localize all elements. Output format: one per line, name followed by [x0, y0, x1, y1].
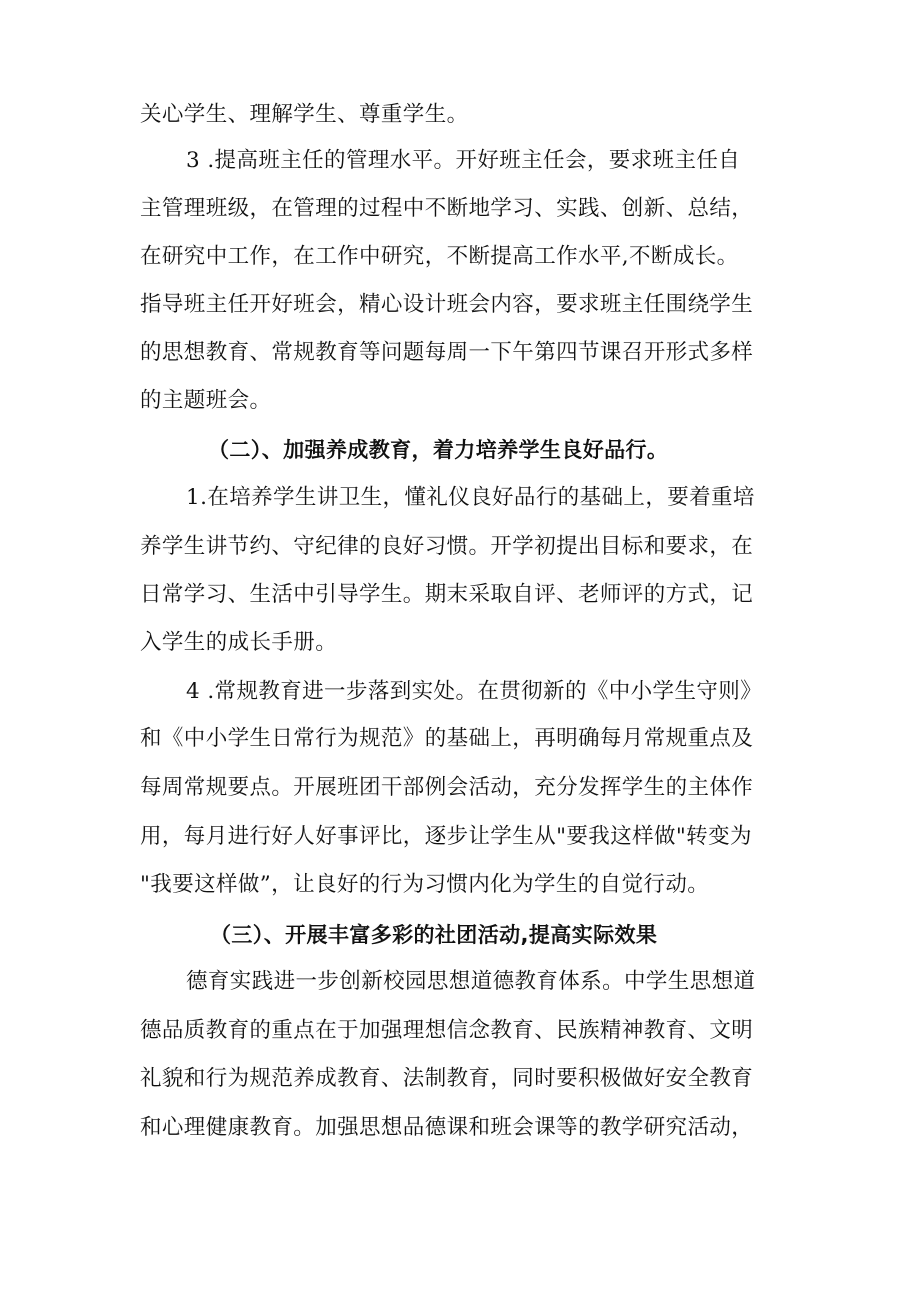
text-line: 德育实践进一步创新校园思想道德教育体系。中学生思想道: [186, 969, 756, 994]
section-heading: （二）、加强养成教育，着力培养学生良好品行。: [208, 438, 669, 462]
text-line: "我要这样做”，让良好的行为习惯内化为学生的自觉行动。: [140, 872, 710, 897]
text-line: 和心理健康教育。加强思想品德课和班会课等的教学研究活动，: [140, 1115, 754, 1140]
section-heading: （三）、开展丰富多彩的社团活动,提高实际效果: [210, 923, 658, 947]
text-line: 指导班主任开好班会，精心设计班会内容，要求班主任围绕学生: [140, 292, 754, 317]
text-line: 3 .提高班主任的管理水平。开好班主任会，要求班主任自: [186, 148, 741, 173]
text-line: 的思想教育、常规教育等问题每周一下午第四节课召开形式多样: [140, 340, 754, 365]
text-line: 4 .常规教育进一步落到实处。在贯彻新的《中小学生守则》: [186, 679, 763, 704]
text-line: 入学生的成长手册。: [140, 630, 338, 655]
text-line: 关心学生、理解学生、尊重学生。: [140, 102, 469, 127]
text-line: 德品质教育的重点在于加强理想信念教育、民族精神教育、文明: [140, 1018, 754, 1043]
text-line: 礼貌和行为规范养成教育、法制教育，同时要积极做好安全教育: [140, 1066, 754, 1091]
text-line: 的主题班会。: [140, 388, 272, 413]
text-line: 1.在培养学生讲卫生，懂礼仪良好品行的基础上，要着重培: [186, 485, 755, 510]
text-line: 用，每月进行好人好事评比，逐步让学生从"要我这样做"转变为: [140, 824, 752, 849]
text-line: 主管理班级，在管理的过程中不断地学习、实践、创新、总结，: [140, 196, 754, 221]
text-line: 和《中小学生日常行为规范》的基础上，再明确每月常规重点及: [140, 726, 754, 751]
text-line: 日常学习、生活中引导学生。期末采取自评、老师评的方式，记: [140, 582, 754, 607]
text-line: 每周常规要点。开展班团干部例会活动，充分发挥学生的主体作: [140, 775, 754, 800]
text-line: 在研究中工作，在工作中研究，不断提高工作水平,不断成长。: [140, 244, 739, 269]
text-line: 养学生讲节约、守纪律的良好习惯。开学初提出目标和要求，在: [140, 534, 754, 559]
